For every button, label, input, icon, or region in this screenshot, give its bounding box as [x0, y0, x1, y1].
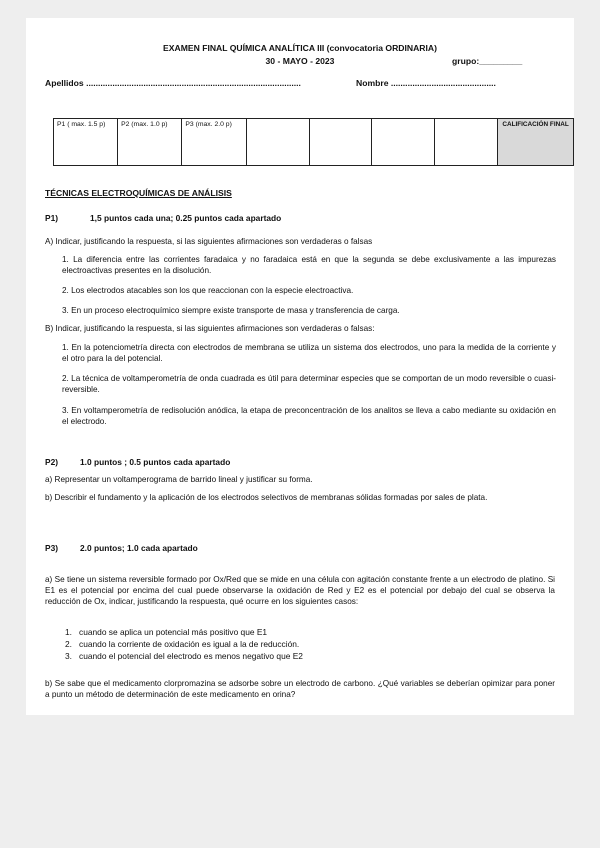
p3-a-item-text: cuando el potencial del electrodo es menos negativo que E2: [79, 651, 303, 661]
grade-cell-empty[interactable]: [372, 119, 435, 166]
apellidos-field[interactable]: Apellidos ..........................................................................................: [45, 78, 301, 88]
p3-a-item-text: cuando la corriente de oxidación es igual a la de reducción.: [79, 639, 300, 649]
p1-a-item-1: 1. La diferencia entre las corrientes faradaica y no faradaica está en que la segunda se debe exclusivamente a las impurezas electroactivas presentes en la disolución.: [62, 255, 556, 276]
p3-a-item-num: 1.: [65, 627, 72, 637]
p1-b-item-1: 1. En la potenciometría directa con electrodos de membrana se utiliza un sistema dos electrodos, uno para la medida de la corriente y el otro para la del potencial.: [62, 343, 556, 364]
grade-cell-empty[interactable]: [309, 119, 372, 166]
section-title: TÉCNICAS ELECTROQUÍMICAS DE ANÁLISIS: [45, 188, 232, 198]
p3-a-item: [65, 651, 303, 662]
p2-b: b) Describir el fundamento y la aplicación de los electrodos selectivos de membranas sólidas formadas por sales de plata.: [45, 493, 488, 502]
p3-a-item-text: cuando se aplica un potencial más positivo que E1: [79, 627, 268, 637]
grade-table: [53, 118, 574, 166]
p1-b-item-3: 3. En voltamperometría de redisolución anódica, la etapa de preconcentración de los analitos se lleva a cabo mediante su oxidación en el electrodo.: [62, 406, 556, 427]
exam-title: EXAMEN FINAL QUÍMICA ANALÍTICA III (convocatoria ORDINARIA): [163, 43, 437, 53]
p3-a-item: [65, 639, 299, 650]
p3-a-item: [65, 627, 267, 638]
nombre-field[interactable]: Nombre ............................................: [356, 78, 496, 88]
p3-label: P3): [45, 543, 59, 553]
p3-a-item-num: 3.: [65, 651, 72, 661]
p3-a-intro: a) Se tiene un sistema reversible formado por Ox/Red que se mide en una célula con agitación constante frente a un electrodo de platino. Si E1 es el potencial por encima del cual puede observarse la oxidación de Red y E2 es el potencial por debajo del cual se observa la reducción de Ox, indicar, justificando la respuesta, qué ocurre en los siguientes casos:: [45, 575, 555, 607]
p2-points: 1.0 puntos ; 0.5 puntos cada apartado: [80, 457, 231, 467]
p1-a-item-3: 3. En un proceso electroquímico siempre existe transporte de masa y transferencia de carga.: [62, 306, 400, 315]
p3-a-item-num: 2.: [65, 639, 72, 649]
exam-date: 30 - MAYO - 2023: [265, 56, 335, 66]
p2-label: P2): [45, 457, 59, 467]
p1-a-item-2: 2. Los electrodos atacables son los que reaccionan con la especie electroactiva.: [62, 286, 354, 295]
p3-points: 2.0 puntos; 1.0 cada apartado: [80, 543, 198, 553]
p1-a-intro: A) Indicar, justificando la respuesta, si las siguientes afirmaciones son verdaderas o falsas: [45, 237, 373, 246]
exam-page: [26, 18, 574, 715]
grade-cell-empty[interactable]: [246, 119, 309, 166]
grupo-field[interactable]: grupo:_________: [452, 56, 523, 66]
grade-cell-p1[interactable]: P1 ( max. 1.5 p): [54, 119, 118, 166]
p1-b-intro: B) Indicar, justificando la respuesta, si las siguientes afirmaciones son verdaderas o falsas:: [45, 324, 375, 333]
p2-a: a) Representar un voltamperograma de barrido lineal y justificar su forma.: [45, 475, 313, 484]
final-grade-cell[interactable]: CALIFICACIÓN FINAL: [498, 119, 574, 166]
grade-cell-p3[interactable]: P3 (max. 2.0 p): [182, 119, 246, 166]
p1-label: P1): [45, 213, 59, 223]
p3-b: b) Se sabe que el medicamento clorpromazina se adsorbe sobre un electrodo de carbono. ¿Qué variables se deberían opimizar para poner a punto un método de determinación de este medicamento en orina?: [45, 679, 555, 700]
p1-points: 1,5 puntos cada una; 0.25 puntos cada apartado: [90, 213, 282, 223]
grade-cell-empty[interactable]: [435, 119, 498, 166]
grade-cell-p2[interactable]: P2 (max. 1.0 p): [118, 119, 182, 166]
p1-b-item-2: 2. La técnica de voltamperometría de onda cuadrada es útil para determinar especies que se comportan de un modo reversible o cuasi-reversible.: [62, 374, 556, 395]
